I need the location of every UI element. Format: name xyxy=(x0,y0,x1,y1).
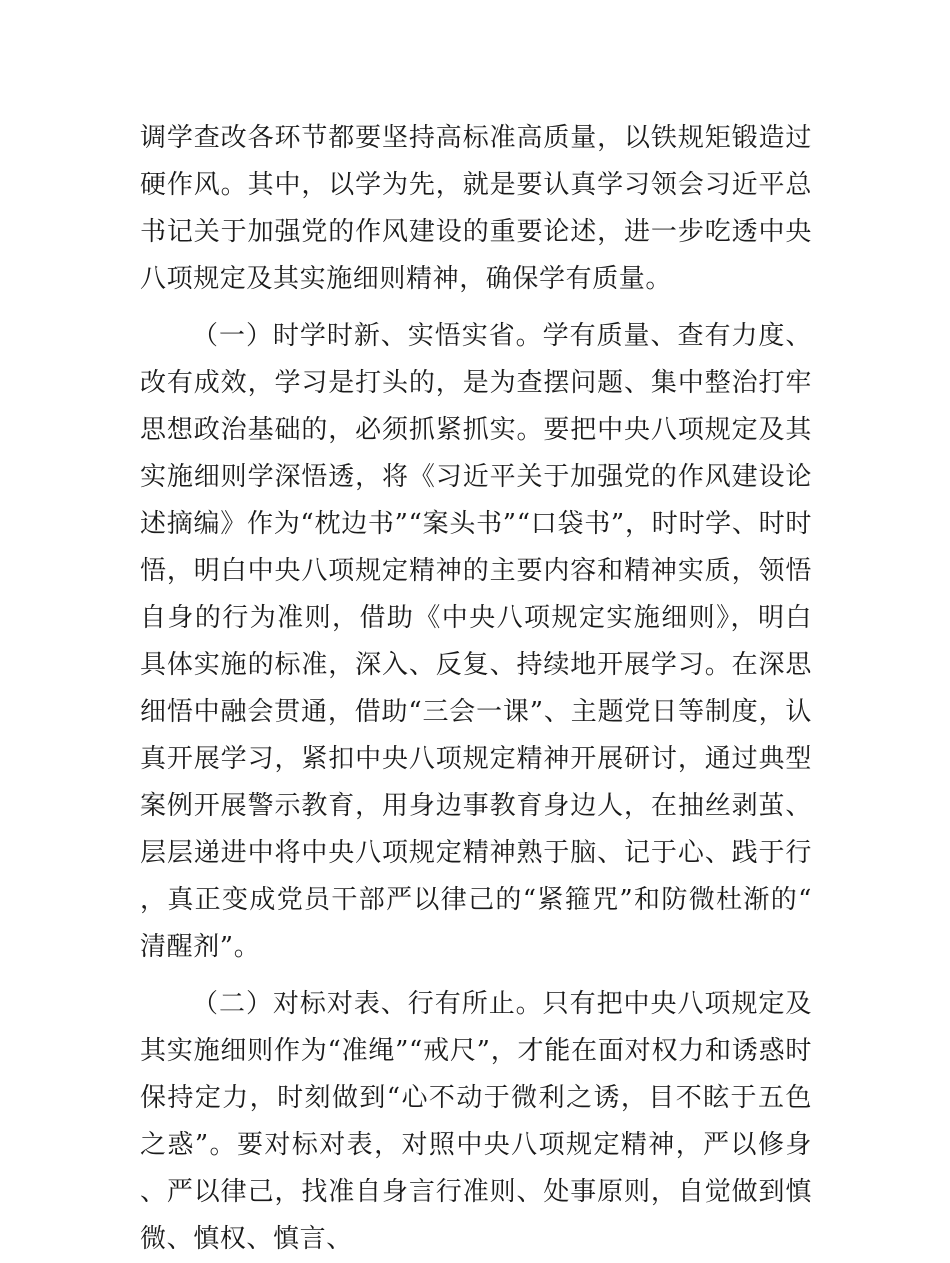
paragraph-continuation: 调学查改各环节都要坚持高标准高质量，以铁规矩锻造过硬作风。其中，以学为先，就是要认真学习领会习近平总书记关于加强党的作风建设的重要论述，进一步吃透中央八项规定及其实施细则精神，确保学有质量。 xyxy=(140,123,812,294)
paragraph-section-one: （一）时学时新、实悟实省。学有质量、查有力度、改有成效，学习是打头的，是为查摆问题、集中整治打牢思想政治基础的，必须抓紧抓实。要把中央八项规定及其实施细则学深悟透，将《习近平关于加强党的作风建设论述摘编》作为“枕边书”“案头书”“口袋书”，时时学、时时悟，明白中央八项规定精神的主要内容和精神实质，领悟自身的行为准则，借助《中央八项规定实施细则》，明白具体实施的标准，深入、反复、持续地开展学习。在深思细悟中融会贯通，借助“三会一课”、主题党日等制度，认真开展学习，紧扣中央八项规定精神开展研讨，通过典型案例开展警示教育，用身边事教育身边人，在抽丝剥茧、层层递进中将中央八项规定精神熟于脑、记于心、践于行，真正变成党员干部严以律己的“紧箍咒”和防微杜渐的“清醒剂”。 xyxy=(140,321,812,962)
paragraph-section-two: （二）对标对表、行有所止。只有把中央八项规定及其实施细则作为“准绳”“戒尺”，才能在面对权力和诱惑时保持定力，时刻做到“心不动于微利之诱，目不眩于五色之惑”。要对标对表，对照中央八项规定精神，严以修身、严以律己，找准自身言行准则、处事原则，自觉做到慎微、慎权、慎言、 xyxy=(140,989,812,1254)
document-body xyxy=(140,115,812,1263)
